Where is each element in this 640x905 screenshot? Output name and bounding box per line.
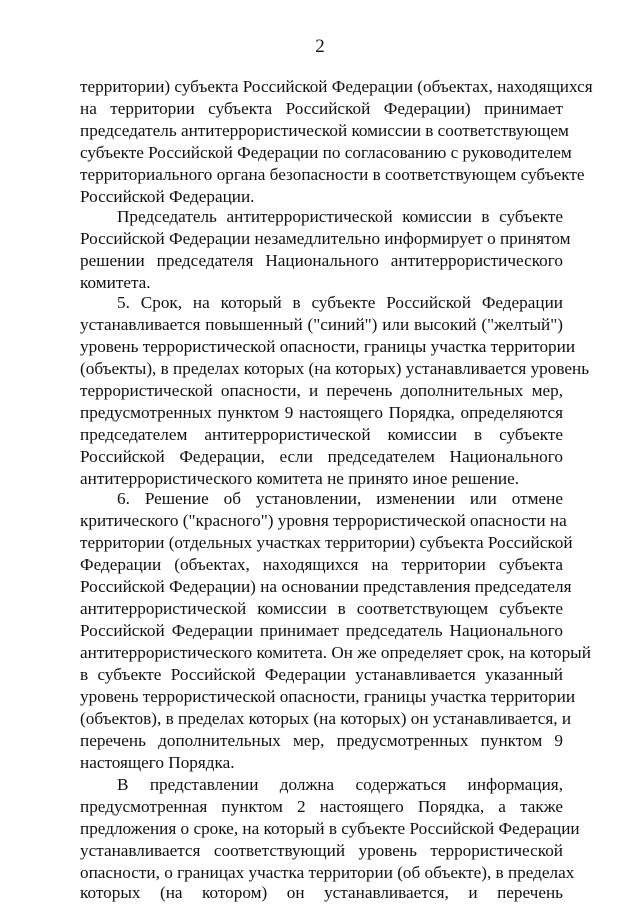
text-line: председатель антитеррористической комиссии в соответствующем [80, 121, 569, 140]
text-line: предусмотренных пунктом 9 настоящего Порядка, определяются [80, 403, 563, 422]
text-line: (объектов), в пределах которых (на которых) он устанавливается, и [80, 709, 572, 728]
text-line: антитеррористического комитета не принято иное решение. [80, 469, 520, 488]
text-line: территориального органа безопасности в соответствующем субъекте [80, 165, 585, 184]
text-line: Российской Федерации незамедлительно информирует о принятом [80, 229, 571, 248]
text-line: в субъекте Российской Федерации устанавливается указанный [80, 665, 563, 684]
text-line: 6. Решение об установлении, изменении или отмене [117, 489, 563, 508]
text-line: комитета. [80, 273, 151, 292]
text-line: устанавливается повышенный ("синий") или высокий ("желтый") [80, 315, 563, 334]
text-line: антитеррористического комитета. Он же определяет срок, на который [80, 643, 591, 662]
text-line: устанавливается соответствующий уровень террористической [80, 841, 563, 860]
text-line: В представлении должна содержаться информация, [117, 775, 563, 794]
text-line: уровень террористической опасности, границы участка территории [80, 687, 576, 706]
text-line: Российской Федерации, если председателем Национального [80, 447, 563, 466]
text-line: Председатель антитеррористической комиссии в субъекте [117, 207, 563, 226]
text-line: уровень террористической опасности, границы участка территории [80, 337, 576, 356]
text-line: предложения о сроке, на который в субъекте Российской Федерации [80, 819, 580, 838]
text-line: которых (на котором) он устанавливается, и перечень [80, 883, 563, 902]
text-line: на территории субъекта Российской Федерации) принимает [80, 99, 563, 118]
text-line: перечень дополнительных мер, предусмотренных пунктом 9 [80, 731, 563, 750]
text-line: террористической опасности, и перечень дополнительных мер, [80, 381, 563, 400]
text-line: территории) субъекта Российской Федерации (объектах, находящихся [80, 77, 593, 96]
text-line: 5. Срок, на который в субъекте Российской Федерации [117, 293, 563, 312]
page-number: 2 [315, 36, 325, 57]
text-line: территории (отдельных участках территории) субъекта Российской [80, 533, 573, 552]
text-line: настоящего Порядка. [80, 753, 235, 772]
text-line: Российской Федерации. [80, 187, 255, 206]
text-line: предусмотренная пунктом 2 настоящего Порядка, а также [80, 797, 563, 816]
text-line: антитеррористической комиссии в соответствующем субъекте [80, 599, 563, 618]
text-line: (объекты), в пределах которых (на которых) устанавливается уровень [80, 359, 590, 378]
text-line: председателем антитеррористической комиссии в субъекте [80, 425, 563, 444]
text-line: Российской Федерации) на основании представления председателя [80, 577, 572, 596]
text-line: критического ("красного") уровня террористической опасности на [80, 511, 567, 530]
text-line: Федерации (объектах, находящихся на территории субъекта [80, 555, 563, 574]
text-line: опасности, о границах участка территории (об объекте), в пределах [80, 863, 575, 882]
text-line: решении председателя Национального антитеррористического [80, 251, 563, 270]
text-line: Российской Федерации принимает председатель Национального [80, 621, 563, 640]
text-line: субъекте Российской Федерации по согласованию с руководителем [80, 143, 572, 162]
